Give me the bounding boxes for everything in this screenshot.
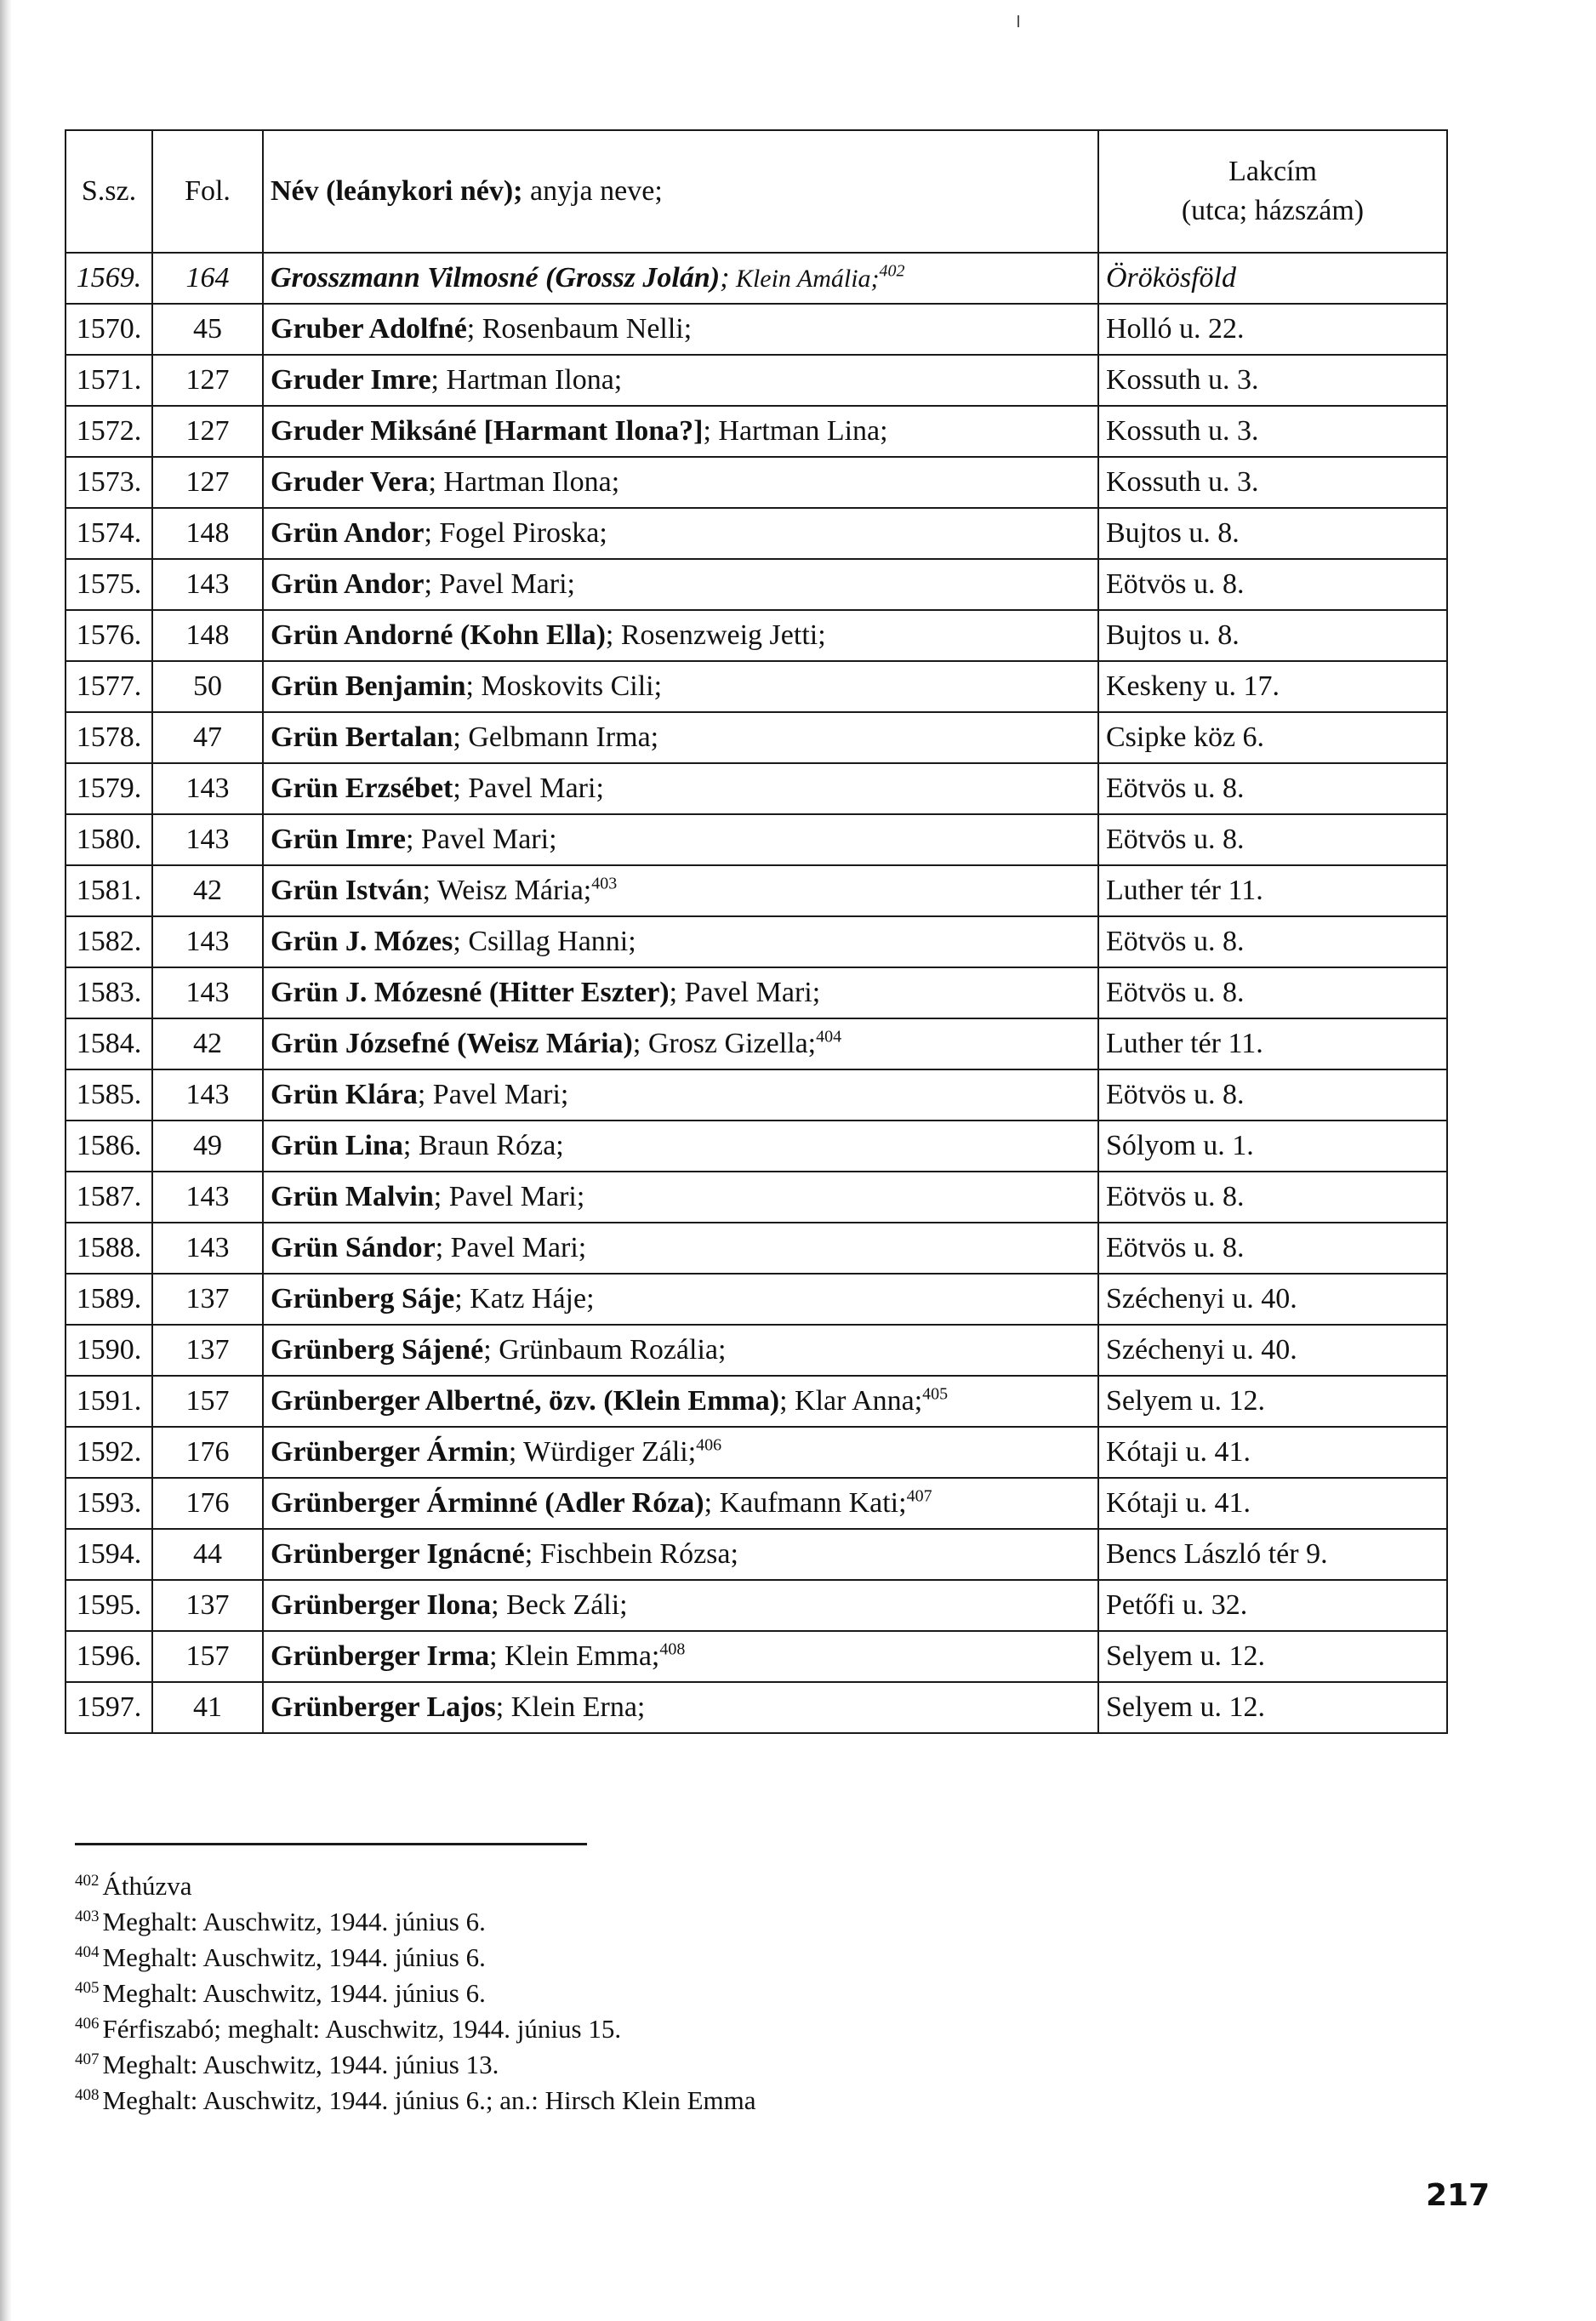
footnote: [75, 2047, 756, 2083]
scan-mark: [1017, 15, 1019, 27]
footnote-ref[interactable]: 402: [879, 261, 905, 281]
person-name: Gruber Adolfné: [271, 313, 467, 345]
mother-name: Moskovits Cili;: [474, 670, 663, 703]
serial-cell: 1581.: [66, 865, 152, 916]
serial-cell: 1577.: [66, 661, 152, 712]
mother-name: Katz Háje;: [462, 1283, 595, 1315]
name-cell: [263, 1529, 1098, 1580]
folio-cell: 45: [152, 304, 263, 355]
name-cell: [263, 1478, 1098, 1529]
header-address: [1098, 130, 1447, 253]
address-cell: Luther tér 11.: [1098, 865, 1447, 916]
person-name: Grün Imre: [271, 824, 406, 856]
name-cell: [263, 763, 1098, 814]
footnote: [75, 1868, 756, 1904]
table-row: [66, 253, 1447, 304]
separator: ;: [508, 1436, 517, 1468]
table-row: [66, 1631, 1447, 1682]
name-cell: [263, 1631, 1098, 1682]
address-cell: Kótaji u. 41.: [1098, 1478, 1447, 1529]
mother-name: Pavel Mari;: [460, 773, 604, 805]
person-name: Grünberger Lajos: [271, 1691, 496, 1724]
table-row: [66, 610, 1447, 661]
separator: ;: [453, 926, 461, 958]
separator: ;: [703, 415, 711, 448]
folio-cell: 143: [152, 814, 263, 865]
serial-cell: 1585.: [66, 1069, 152, 1121]
person-name: Gruder Imre: [271, 364, 431, 396]
address-cell: Csipke köz 6.: [1098, 712, 1447, 763]
footnote-number: 404: [75, 1942, 100, 1961]
serial-cell: 1587.: [66, 1172, 152, 1223]
footnote-ref[interactable]: 403: [591, 874, 618, 893]
page-binding-shadow: [0, 0, 12, 2321]
folio-cell: 127: [152, 355, 263, 406]
header-address-line1: Lakcím: [1228, 156, 1317, 188]
person-name: Grün Andorné (Kohn Ella): [271, 619, 606, 652]
name-cell: [263, 865, 1098, 916]
name-cell: [263, 559, 1098, 610]
mother-name: Kaufmann Kati;: [712, 1487, 907, 1520]
table-row: [66, 1223, 1447, 1274]
footnote-divider: [75, 1843, 587, 1845]
serial-cell: 1570.: [66, 304, 152, 355]
footnote-ref[interactable]: 406: [696, 1435, 722, 1455]
header-name-rest: anyja neve;: [522, 175, 663, 208]
footnote-number: 407: [75, 2050, 100, 2068]
table-row: [66, 1529, 1447, 1580]
table-row: [66, 508, 1447, 559]
serial-cell: 1575.: [66, 559, 152, 610]
mother-name: Fogel Piroska;: [431, 517, 607, 550]
serial-cell: 1574.: [66, 508, 152, 559]
header-serial: S.sz.: [66, 130, 152, 253]
register-table: [65, 129, 1448, 1734]
serial-cell: 1597.: [66, 1682, 152, 1733]
name-cell: [263, 1121, 1098, 1172]
separator: ;: [428, 466, 436, 499]
folio-cell: 127: [152, 406, 263, 457]
footnote-number: 403: [75, 1907, 100, 1925]
mother-name: Pavel Mari;: [442, 1181, 585, 1213]
footnote-text: Meghalt: Auschwitz, 1944. június 13.: [102, 2050, 499, 2079]
name-cell: [263, 1682, 1098, 1733]
mother-name: Würdiger Záli;: [516, 1436, 697, 1468]
folio-cell: 176: [152, 1427, 263, 1478]
serial-cell: 1592.: [66, 1427, 152, 1478]
folio-cell: 47: [152, 712, 263, 763]
mother-name: Pavel Mari;: [431, 568, 575, 601]
separator: ;: [430, 364, 439, 396]
footnote: [75, 1976, 756, 2011]
name-cell: [263, 712, 1098, 763]
serial-cell: 1589.: [66, 1274, 152, 1325]
folio-cell: 137: [152, 1274, 263, 1325]
serial-cell: 1569.: [66, 253, 152, 304]
person-name: Grün J. Mózesné (Hitter Eszter): [271, 977, 670, 1009]
serial-cell: 1571.: [66, 355, 152, 406]
mother-name: Grosz Gizella;: [641, 1028, 817, 1060]
folio-cell: 42: [152, 865, 263, 916]
name-cell: [263, 1018, 1098, 1069]
folio-cell: 137: [152, 1580, 263, 1631]
address-cell: Eötvös u. 8.: [1098, 814, 1447, 865]
person-name: Grünberg Sájené: [271, 1334, 484, 1366]
folio-cell: 143: [152, 1172, 263, 1223]
table-row: [66, 1376, 1447, 1427]
address-cell: Eötvös u. 8.: [1098, 1223, 1447, 1274]
name-cell: [263, 1427, 1098, 1478]
serial-cell: 1576.: [66, 610, 152, 661]
mother-name: Csillag Hanni;: [460, 926, 636, 958]
mother-name: Fischbein Rózsa;: [533, 1538, 738, 1571]
footnote-number: 405: [75, 1978, 100, 1997]
footnote-ref[interactable]: 407: [906, 1486, 932, 1506]
mother-name: Klein Emma;: [497, 1640, 660, 1673]
person-name: Grünberger Ármin: [271, 1436, 509, 1468]
footnote: [75, 2011, 756, 2047]
mother-name: Pavel Mari;: [443, 1232, 587, 1264]
address-cell: Széchenyi u. 40.: [1098, 1274, 1447, 1325]
footnote-ref[interactable]: 405: [922, 1384, 949, 1404]
separator: ;: [435, 1232, 444, 1264]
person-name: Grünberger Albertné, özv. (Klein Emma): [271, 1385, 780, 1417]
table-row: [66, 1018, 1447, 1069]
table-row: [66, 814, 1447, 865]
separator: ;: [466, 313, 476, 345]
separator: ;: [424, 568, 432, 601]
folio-cell: 157: [152, 1376, 263, 1427]
table-row: [66, 457, 1447, 508]
footnote-text: Meghalt: Auschwitz, 1944. június 6.: [102, 1978, 486, 2008]
address-cell: Selyem u. 12.: [1098, 1631, 1447, 1682]
address-cell: Eötvös u. 8.: [1098, 967, 1447, 1018]
separator: ;: [720, 262, 730, 294]
table-row: [66, 712, 1447, 763]
separator: ;: [433, 1181, 442, 1213]
page-number: 217: [1426, 2178, 1491, 2213]
name-cell: [263, 1223, 1098, 1274]
folio-cell: 143: [152, 1223, 263, 1274]
address-cell: Széchenyi u. 40.: [1098, 1325, 1447, 1376]
mother-name: Gelbmann Irma;: [460, 721, 659, 754]
person-name: Grosszmann Vilmosné (Grossz Jolán): [271, 262, 721, 294]
serial-cell: 1595.: [66, 1580, 152, 1631]
table-row: [66, 1069, 1447, 1121]
person-name: Grünberger Árminné (Adler Róza): [271, 1487, 704, 1520]
address-cell: Selyem u. 12.: [1098, 1682, 1447, 1733]
mother-name: Klein Erna;: [504, 1691, 646, 1724]
separator: ;: [424, 517, 432, 550]
name-cell: [263, 457, 1098, 508]
folio-cell: 164: [152, 253, 263, 304]
name-cell: [263, 967, 1098, 1018]
folio-cell: 143: [152, 1069, 263, 1121]
table-row: [66, 916, 1447, 967]
address-cell: Holló u. 22.: [1098, 304, 1447, 355]
table-row: [66, 355, 1447, 406]
name-cell: [263, 508, 1098, 559]
folio-cell: 148: [152, 610, 263, 661]
table-row: [66, 559, 1447, 610]
person-name: Grün Malvin: [271, 1181, 434, 1213]
separator: ;: [417, 1079, 426, 1111]
mother-name: Braun Róza;: [411, 1130, 564, 1162]
address-cell: Eötvös u. 8.: [1098, 559, 1447, 610]
table-row: [66, 1274, 1447, 1325]
mother-name: Hartman Ilona;: [439, 364, 623, 396]
folio-cell: 143: [152, 763, 263, 814]
person-name: Gruder Vera: [271, 466, 429, 499]
serial-cell: 1579.: [66, 763, 152, 814]
address-cell: Kossuth u. 3.: [1098, 406, 1447, 457]
address-cell: Selyem u. 12.: [1098, 1376, 1447, 1427]
name-cell: [263, 610, 1098, 661]
folio-cell: 143: [152, 916, 263, 967]
header-name: [263, 130, 1098, 253]
table-row: [66, 1580, 1447, 1631]
address-cell: Keskeny u. 17.: [1098, 661, 1447, 712]
separator: ;: [453, 773, 461, 805]
separator: ;: [489, 1640, 498, 1673]
mother-name: Pavel Mari;: [677, 977, 821, 1009]
person-name: Gruder Miksáné [Harmant Ilona?]: [271, 415, 704, 448]
folio-cell: 157: [152, 1631, 263, 1682]
name-cell: [263, 1376, 1098, 1427]
mother-name: Pavel Mari;: [425, 1079, 569, 1111]
folio-cell: 42: [152, 1018, 263, 1069]
table-row: [66, 865, 1447, 916]
mother-name: Beck Záli;: [499, 1589, 628, 1622]
table-row: [66, 967, 1447, 1018]
table-header-row: [66, 130, 1447, 253]
name-cell: [263, 355, 1098, 406]
table-row: [66, 1478, 1447, 1529]
mother-name: Grünbaum Rozália;: [491, 1334, 727, 1366]
table-row: [66, 1325, 1447, 1376]
separator: ;: [402, 1130, 412, 1162]
footnote: [75, 1940, 756, 1976]
serial-cell: 1588.: [66, 1223, 152, 1274]
address-cell: Eötvös u. 8.: [1098, 1172, 1447, 1223]
folio-cell: 148: [152, 508, 263, 559]
mother-name: Rosenbaum Nelli;: [475, 313, 693, 345]
serial-cell: 1596.: [66, 1631, 152, 1682]
address-cell: Kótaji u. 41.: [1098, 1427, 1447, 1478]
name-cell: [263, 916, 1098, 967]
serial-cell: 1582.: [66, 916, 152, 967]
serial-cell: 1594.: [66, 1529, 152, 1580]
name-cell: [263, 406, 1098, 457]
table-row: [66, 763, 1447, 814]
folio-cell: 176: [152, 1478, 263, 1529]
footnote-number: 402: [75, 1871, 100, 1890]
header-name-bold: Név (leánykori név);: [271, 175, 523, 208]
person-name: Grün J. Mózes: [271, 926, 453, 958]
address-cell: Örökösföld: [1098, 253, 1447, 304]
serial-cell: 1593.: [66, 1478, 152, 1529]
address-cell: Eötvös u. 8.: [1098, 763, 1447, 814]
footnote-ref[interactable]: 404: [816, 1027, 842, 1046]
folio-cell: 137: [152, 1325, 263, 1376]
person-name: Grün Andor: [271, 568, 425, 601]
folio-cell: 143: [152, 967, 263, 1018]
person-name: Grün Bertalan: [271, 721, 453, 754]
person-name: Grün István: [271, 875, 423, 907]
footnote: [75, 1904, 756, 1940]
mother-name: Pavel Mari;: [413, 824, 557, 856]
separator: ;: [669, 977, 678, 1009]
footnote-text: Férfiszabó; meghalt: Auschwitz, 1944. június 15.: [102, 2014, 622, 2044]
address-cell: Sólyom u. 1.: [1098, 1121, 1447, 1172]
footnote-text: Meghalt: Auschwitz, 1944. június 6.: [102, 1942, 486, 1972]
serial-cell: 1583.: [66, 967, 152, 1018]
table-row: [66, 1172, 1447, 1223]
folio-cell: 143: [152, 559, 263, 610]
serial-cell: 1573.: [66, 457, 152, 508]
mother-name: Klein Amália;: [729, 265, 880, 294]
separator: ;: [483, 1334, 492, 1366]
address-cell: Petőfi u. 32.: [1098, 1580, 1447, 1631]
serial-cell: 1586.: [66, 1121, 152, 1172]
table-row: [66, 1427, 1447, 1478]
serial-cell: 1578.: [66, 712, 152, 763]
name-cell: [263, 304, 1098, 355]
separator: ;: [779, 1385, 788, 1417]
separator: ;: [454, 1283, 463, 1315]
separator: ;: [495, 1691, 504, 1724]
address-cell: Eötvös u. 8.: [1098, 916, 1447, 967]
name-cell: [263, 1325, 1098, 1376]
separator: ;: [704, 1487, 713, 1520]
address-cell: Kossuth u. 3.: [1098, 457, 1447, 508]
folio-cell: 49: [152, 1121, 263, 1172]
footnote-text: Meghalt: Auschwitz, 1944. június 6.: [102, 1907, 486, 1936]
person-name: Grün Andor: [271, 517, 425, 550]
mother-name: Klar Anna;: [787, 1385, 923, 1417]
serial-cell: 1591.: [66, 1376, 152, 1427]
address-cell: Eötvös u. 8.: [1098, 1069, 1447, 1121]
footnote-number: 408: [75, 2085, 100, 2104]
separator: ;: [491, 1589, 499, 1622]
person-name: Grün Klára: [271, 1079, 418, 1111]
table-row: [66, 1682, 1447, 1733]
separator: ;: [422, 875, 431, 907]
serial-cell: 1572.: [66, 406, 152, 457]
person-name: Grün Benjamin: [271, 670, 466, 703]
table-body: [66, 253, 1447, 1733]
address-cell: Bujtos u. 8.: [1098, 610, 1447, 661]
separator: ;: [453, 721, 461, 754]
header-folio: Fol.: [152, 130, 263, 253]
name-cell: [263, 1580, 1098, 1631]
table-row: [66, 1121, 1447, 1172]
address-cell: Bencs László tér 9.: [1098, 1529, 1447, 1580]
address-cell: Kossuth u. 3.: [1098, 355, 1447, 406]
serial-cell: 1580.: [66, 814, 152, 865]
name-cell: [263, 814, 1098, 865]
mother-name: Hartman Lina;: [710, 415, 888, 448]
separator: ;: [405, 824, 414, 856]
person-name: Grünberger Ilona: [271, 1589, 492, 1622]
name-cell: [263, 1172, 1098, 1223]
serial-cell: 1590.: [66, 1325, 152, 1376]
footnote: [75, 2083, 756, 2119]
person-name: Grün Erzsébet: [271, 773, 453, 805]
folio-cell: 41: [152, 1682, 263, 1733]
folio-cell: 44: [152, 1529, 263, 1580]
footnote-number: 406: [75, 2014, 100, 2033]
table-row: [66, 661, 1447, 712]
name-cell: [263, 1274, 1098, 1325]
separator: ;: [465, 670, 474, 703]
name-cell: [263, 661, 1098, 712]
separator: ;: [524, 1538, 533, 1571]
table-row: [66, 304, 1447, 355]
separator: ;: [605, 619, 614, 652]
address-cell: Luther tér 11.: [1098, 1018, 1447, 1069]
name-cell: [263, 1069, 1098, 1121]
mother-name: Hartman Ilona;: [436, 466, 620, 499]
person-name: Grün Sándor: [271, 1232, 436, 1264]
person-name: Grünberger Ignácné: [271, 1538, 525, 1571]
table-row: [66, 406, 1447, 457]
mother-name: Weisz Mária;: [430, 875, 592, 907]
address-cell: Bujtos u. 8.: [1098, 508, 1447, 559]
mother-name: Rosenzweig Jetti;: [613, 619, 826, 652]
folio-cell: 50: [152, 661, 263, 712]
footnote-text: Áthúzva: [102, 1871, 192, 1901]
separator: ;: [632, 1028, 641, 1060]
person-name: Grün Lina: [271, 1130, 403, 1162]
serial-cell: 1584.: [66, 1018, 152, 1069]
footnote-ref[interactable]: 408: [659, 1640, 686, 1659]
person-name: Grün Józsefné (Weisz Mária): [271, 1028, 633, 1060]
footnote-text: Meghalt: Auschwitz, 1944. június 6.; an.: Hirsch Klein Emma: [102, 2085, 756, 2115]
folio-cell: 127: [152, 457, 263, 508]
name-cell: [263, 253, 1098, 304]
header-address-line2: (utca; házszám): [1181, 195, 1365, 226]
person-name: Grünberg Sáje: [271, 1283, 455, 1315]
person-name: Grünberger Irma: [271, 1640, 490, 1673]
footnotes: [75, 1868, 756, 2119]
